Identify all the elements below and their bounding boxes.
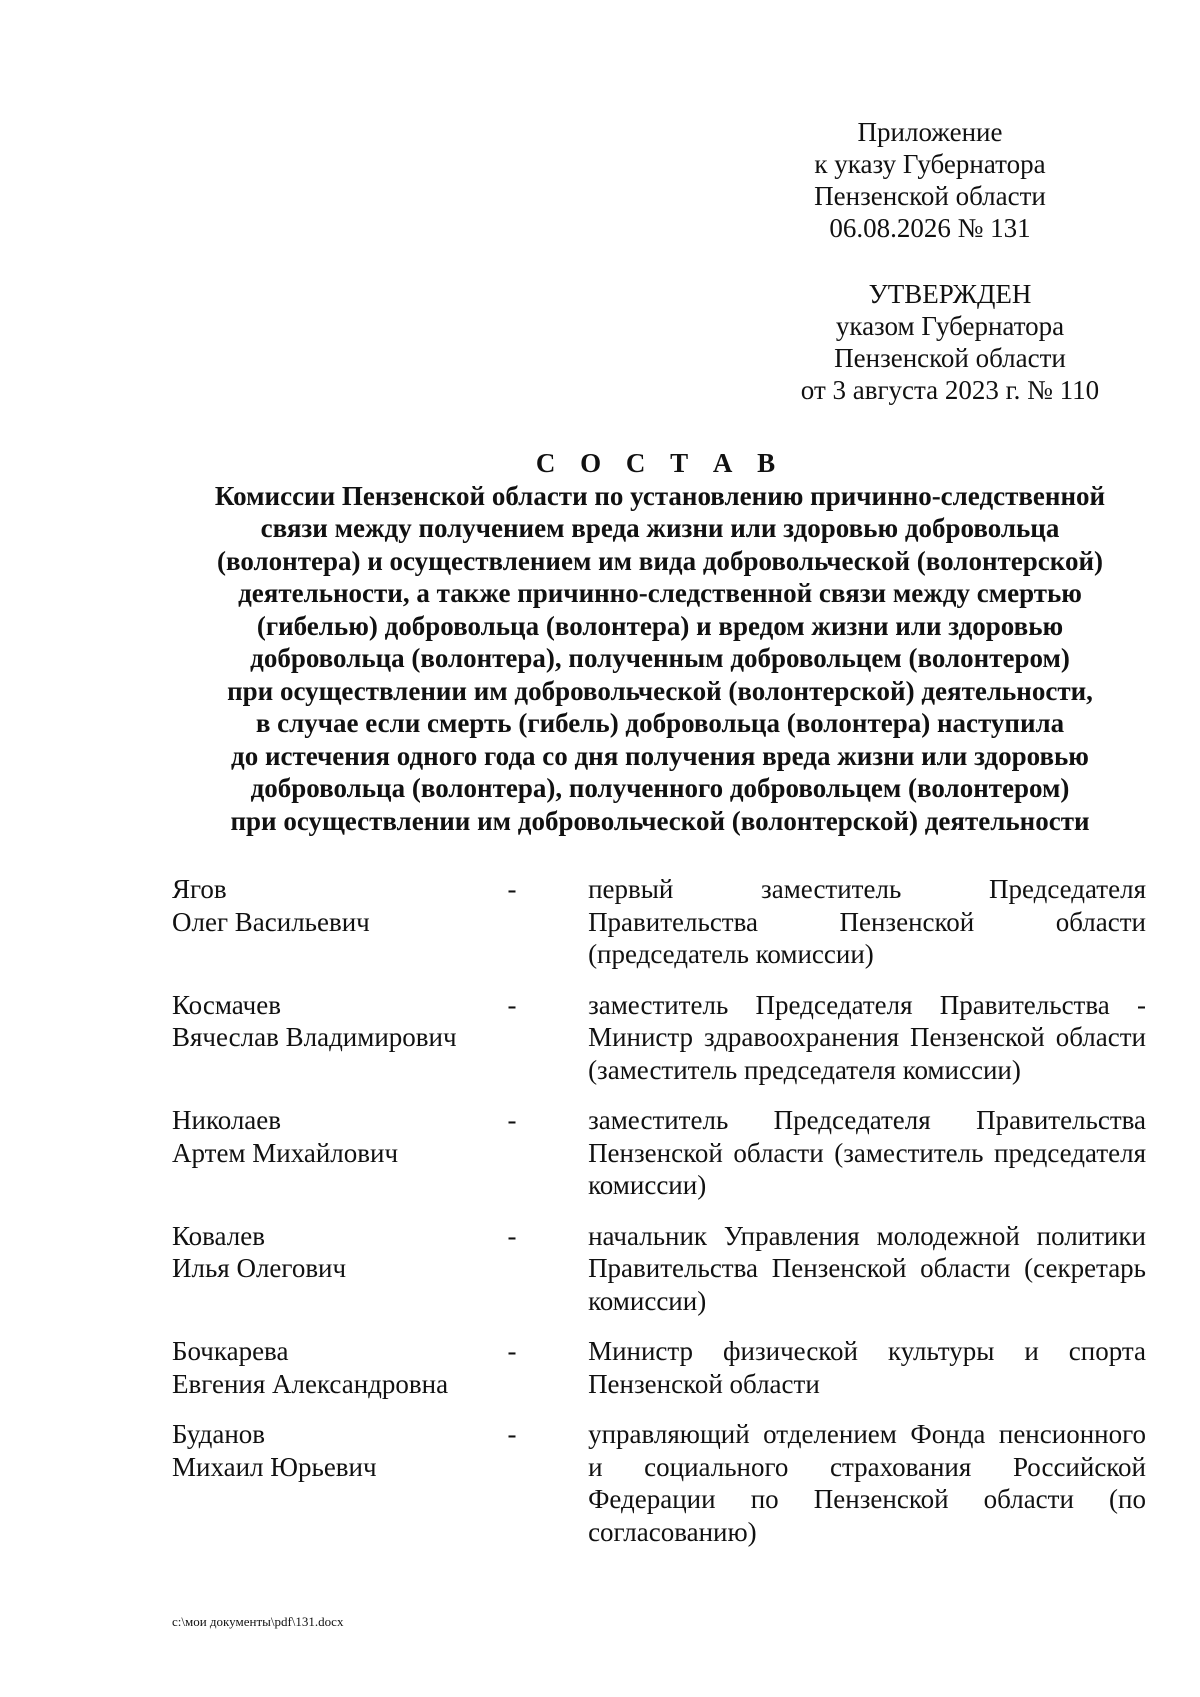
member-role: Министр физической культуры и спорта Пензенской области bbox=[588, 1336, 1146, 1399]
member-role: первый заместитель Председателя Правительства Пензенской области (председатель комиссии) bbox=[588, 874, 1146, 969]
document-subtitle: Комиссии Пензенской области по установлению причинно-следственной связи между получением вреда жизни или здоровью добровольца (волонтера) и осуществлением им вида добровольческой (волонтерской) деятельности, а также причинно-следственной связи между смертью (гибелью) добровольца (волонтера) и вредом жизни или здоровью добровольца (волонтера), полученным добровольцем (волонтером) при осуществлении им добровольческой (волонтерской) деятельности, в случае если смерть (гибель) добровольца (волонтера) наступила до истечения одного года со дня получения вреда жизни или здоровью добровольца (волонтера), полученного добровольцем (волонтером) при осуществлении им добровольческой (волонтерской) деятельности bbox=[214, 480, 1106, 836]
member-row bbox=[172, 1104, 1146, 1202]
approved-line: Пензенской области bbox=[834, 343, 1066, 373]
member-role: заместитель Председателя Правительства Пензенской области (заместитель председателя комиссии) bbox=[588, 1105, 1146, 1200]
appendix-line: 06.08.2026 № 131 bbox=[829, 213, 1031, 243]
appendix-line: Приложение bbox=[857, 117, 1003, 147]
member-name: Ковалев Илья Олегович bbox=[172, 1220, 347, 1283]
approved-block bbox=[770, 278, 1130, 406]
members-list bbox=[172, 873, 1146, 1566]
member-name: Николаев Артем Михайлович bbox=[172, 1105, 399, 1168]
member-row bbox=[172, 1220, 1146, 1318]
member-dash: - bbox=[507, 1220, 517, 1251]
member-name: Ягов Олег Васильевич bbox=[172, 874, 370, 937]
member-dash: - bbox=[507, 1336, 517, 1366]
appendix-line: Пензенской области bbox=[814, 181, 1046, 211]
member-dash: - bbox=[507, 989, 517, 1020]
title-block bbox=[160, 447, 1160, 837]
member-name: Буданов Михаил Юрьевич bbox=[172, 1419, 377, 1482]
file-path-footer: c:\мои документы\pdf\131.docx bbox=[172, 1614, 344, 1629]
member-row bbox=[172, 1418, 1146, 1548]
approved-line: от 3 августа 2023 г. № 110 bbox=[800, 375, 1100, 405]
document-heading: С О С Т А В bbox=[535, 448, 785, 478]
approved-line: указом Губернатора bbox=[835, 311, 1065, 341]
member-name: Бочкарева Евгения Александровна bbox=[172, 1336, 449, 1399]
member-row bbox=[172, 989, 1146, 1087]
member-dash: - bbox=[507, 1419, 517, 1449]
member-role: управляющий отделением Фонда пенсионного и социального страхования Российской Федерации по Пензенской области (по согласованию) bbox=[588, 1419, 1146, 1547]
member-role: заместитель Председателя Правительства - Министр здравоохранения Пензенской области (заместитель председателя комиссии) bbox=[588, 989, 1146, 1085]
appendix-block bbox=[770, 116, 1090, 244]
appendix-line: к указу Губернатора bbox=[814, 149, 1046, 179]
member-row bbox=[172, 1335, 1146, 1400]
member-row bbox=[172, 873, 1146, 971]
member-role: начальник Управления молодежной политики Правительства Пензенской области (секретарь комиссии) bbox=[588, 1220, 1146, 1316]
member-name: Космачев Вячеслав Владимирович bbox=[172, 989, 457, 1052]
approved-line: УТВЕРЖДЕН bbox=[868, 279, 1032, 309]
member-dash: - bbox=[507, 1105, 517, 1135]
member-dash: - bbox=[507, 874, 517, 904]
